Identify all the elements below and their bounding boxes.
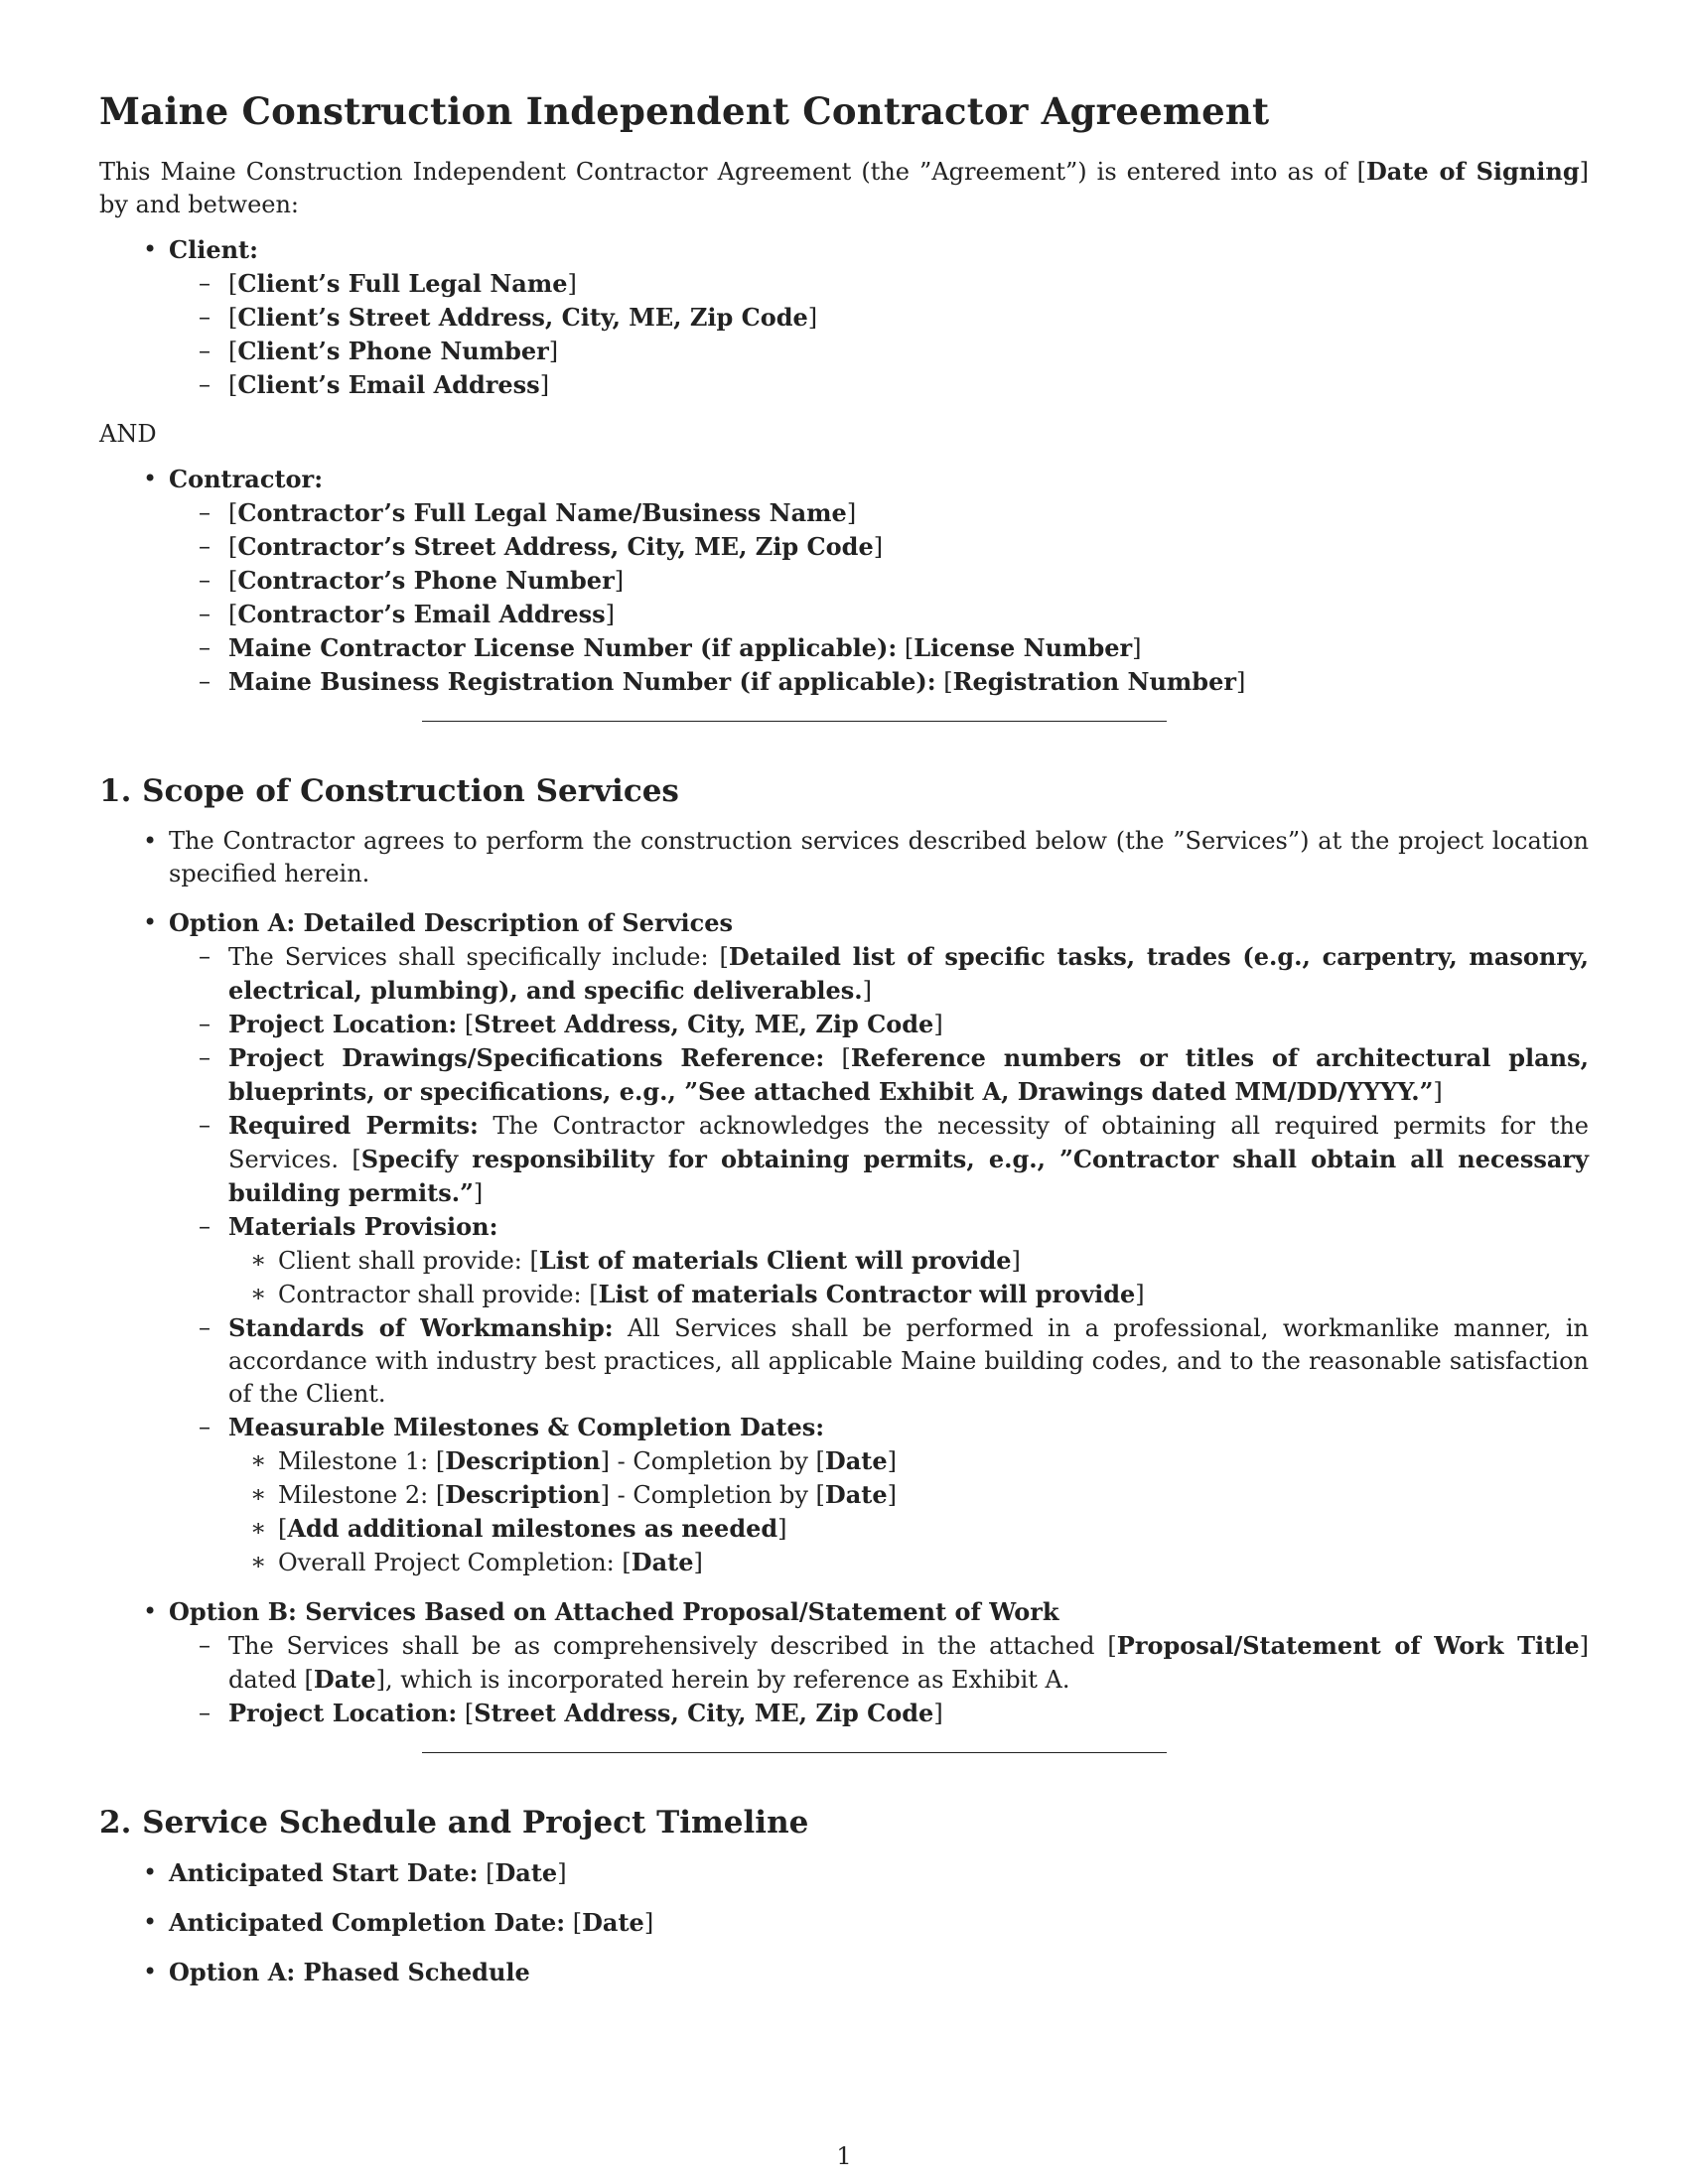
list-item: – Required Permits: The Contractor acknowledges the necessity of obtaining all required permits for the Services. [Specify responsibility for obtaining permits, e.g., ”Contractor shall obtain all necessary building permits.”] [228,1109,1589,1210]
scope-intro: • The Contractor agrees to perform the construction services described below (the ”Services”) at the project location specified herein. [169,825,1589,890]
client-block [169,233,1589,402]
contractor-block [169,463,1589,699]
date-of-signing-field: Date of Signing [1365,157,1580,186]
list-item: ∗ Milestone 2: [Description] - Completion by [Date] [278,1478,1589,1512]
phased-schedule-item: • Option A: Phased Schedule [169,1956,1589,1989]
section-1-list [99,825,1589,1730]
list-item: ∗ Milestone 1: [Description] - Completion by [Date] [278,1444,1589,1478]
list-item: ∗ [Add additional milestones as needed] [278,1512,1589,1546]
page-number: 1 [836,2142,852,2170]
document-title: Maine Construction Independent Contractor Agreement [99,89,1270,133]
section-2-heading: 2. Service Schedule and Project Timeline [99,1805,809,1841]
section-divider [422,721,1167,722]
list-item: – Materials Provision: ∗ Client shall provide: [List of materials Client will provide] ∗ Contractor shall provide: [List of materials Contractor will provide] [228,1210,1589,1311]
contractor-list [99,463,1589,699]
list-item: – The Services shall be as comprehensively described in the attached [Proposal/Statement of Work Title] dated [Date], which is incorporated herein by reference as Exhibit A. [228,1629,1589,1697]
list-item: – [Client’s Email Address] [228,368,1589,402]
list-item: – [Contractor’s Street Address, City, ME, Zip Code] [228,530,1589,564]
section-2-list [99,1856,1589,1989]
list-item: – [Client’s Full Legal Name] [228,267,1589,301]
section-1-heading: 1. Scope of Construction Services [99,773,679,809]
option-b-block [169,1595,1589,1730]
client-list [99,233,1589,402]
list-item: – [Contractor’s Full Legal Name/Business Name] [228,496,1589,530]
contractor-heading: Contractor: [169,465,324,493]
list-item: – [Client’s Phone Number] [228,335,1589,368]
option-b-heading: Option B: Services Based on Attached Proposal/Statement of Work [169,1597,1059,1626]
list-item: – [Contractor’s Phone Number] [228,564,1589,598]
list-item: – Project Location: [Street Address, City, ME, Zip Code] [228,1008,1589,1041]
and-label: AND [99,420,157,448]
license-number-item: – Maine Contractor License Number (if applicable): [License Number] [228,631,1589,665]
option-a-block [169,906,1589,1579]
list-item: ∗ Client shall provide: [List of materials Client will provide] [278,1244,1589,1278]
list-item: – Standards of Workmanship: All Services shall be performed in a professional, workmanlike manner, in accordance with industry best practices, all applicable Maine building codes, and to the reasonable satisfaction of the Client. [228,1311,1589,1411]
option-a-heading: Option A: Detailed Description of Services [169,908,734,937]
list-item: – Project Drawings/Specifications Reference: [Reference numbers or titles of architectural plans, blueprints, or specifications, e.g., ”See attached Exhibit A, Drawings dated MM/DD/YYYY.”] [228,1041,1589,1109]
list-item: – The Services shall specifically include: [Detailed list of specific tasks, trades (e.g., carpentry, masonry, electrical, plumbing), and specific deliverables.] [228,940,1589,1008]
registration-number-item: – Maine Business Registration Number (if applicable): [Registration Number] [228,665,1589,699]
list-item: – [Client’s Street Address, City, ME, Zip Code] [228,301,1589,335]
start-date-item: • Anticipated Start Date: [Date] [169,1856,1589,1890]
list-item: – Measurable Milestones & Completion Dates: ∗ Milestone 1: [Description] - Completion by [Date] ∗ Milestone 2: [Description] - Completion by [Date] ∗ [Add additional milestones as needed] ∗ Overall Project Completion: [Date] [228,1411,1589,1579]
section-divider [422,1752,1167,1753]
document-page [99,89,1589,2005]
intro-paragraph: This Maine Construction Independent Contractor Agreement (the ”Agreement”) is entered into as of [Date of Signing] by and between: [99,157,1589,218]
list-item: ∗ Overall Project Completion: [Date] [278,1546,1589,1579]
client-heading: Client: [169,235,258,264]
list-item: ∗ Contractor shall provide: [List of materials Contractor will provide] [278,1278,1589,1311]
list-item: – [Contractor’s Email Address] [228,598,1589,631]
completion-date-item: • Anticipated Completion Date: [Date] [169,1906,1589,1940]
list-item: – Project Location: [Street Address, City, ME, Zip Code] [228,1697,1589,1730]
